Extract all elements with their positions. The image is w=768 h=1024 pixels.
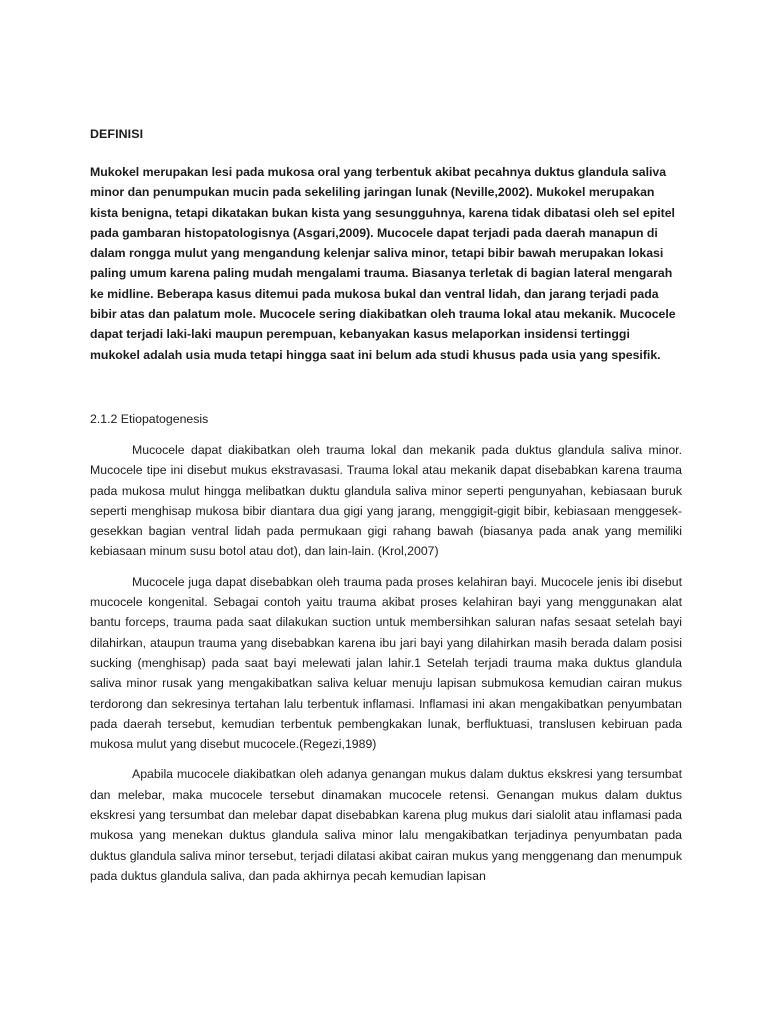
etiopatogenesis-paragraph-3: Apabila mucocele diakibatkan oleh adanya genangan mukus dalam duktus ekskresi yang tersumbat dan melebar, maka mucocele tersebut dinamakan mucocele retensi. Genangan mukus dalam duktus ekskresi yang tersumbat dan melebar dapat disebabkan karena plug mukus dari sialolit atau inflamasi pada mukosa yang menekan duktus glandula saliva minor lalu mengakibatkan terjadinya penyumbatan pada duktus glandula saliva minor tersebut, terjadi dilatasi akibat cairan mukus yang menggenang dan menumpuk pada duktus glandula saliva, dan pada akhirnya pecah kemudian lapisan [90, 767, 682, 883]
etiopatogenesis-paragraph-2: Mucocele juga dapat disebabkan oleh trauma pada proses kelahiran bayi. Mucocele jenis ibi disebut mucocele kongenital. Sebagai contoh yaitu trauma akibat proses kelahiran bayi yang menggunakan alat bantu forceps, trauma pada saat dilakukan suction untuk membersihkan saluran nafas sesaat setelah bayi dilahirkan, ataupun trauma yang disebabkan karena ibu jari bayi yang dilahirkan masih berada dalam posisi sucking (menghisap) pada saat bayi melewati jalan lahir.1 Setelah terjadi trauma maka duktus glandula saliva minor rusak yang mengakibatkan saliva keluar menuju lapisan submukosa kemudian cairan mukus terdorong dan sekresinya tertahan lalu terbentuk inflamasi. Inflamasi ini akan mengakibatkan penyumbatan pada daerah tersebut, kemudian terbentuk pembengkakan lunak, berfluktuasi, translusen kebiruan pada mukosa mulut yang disebut mucocele.(Regezi,1989) [90, 574, 682, 752]
etiopatogenesis-paragraph-1: Mucocele dapat diakibatkan oleh trauma lokal dan mekanik pada duktus glandula saliva minor. Mucocele tipe ini disebut mukus ekstravasasi. Trauma lokal atau mekanik dapat disebabkan karena trauma pada mukosa mulut hingga melibatkan duktu glandula saliva minor seperti pengunyahan, kebiasaan buruk seperti menghisap mukosa bibir diantara dua gigi yang jarang, menggigit-gigit bibir, kebiasaan menggesek-gesekkan bagian ventral lidah pada permukaan gigi rahang bawah (biasanya pada anak yang memiliki kebiasaan minum susu botol atau dot), dan lain-lain. (Krol,2007) [90, 442, 682, 559]
section-spacer [90, 365, 682, 409]
heading-spacer [90, 429, 682, 440]
paragraph-spacer [90, 562, 682, 572]
paragraph-spacer [90, 754, 682, 764]
etiopatogenesis-heading: 2.1.2 Etiopatogenesis [90, 411, 209, 426]
definisi-paragraph: Mukokel merupakan lesi pada mukosa oral yang terbentuk akibat pecahnya duktus glandula saliva minor dan penumpukan mucin pada sekeliling jaringan lunak (Neville,2002). Mukokel merupakan kista benigna, tetapi dikatakan bukan kista yang sesungguhnya, karena tidak dibatasi oleh sel epitel pada gambaran histopatologisnya (Asgari,2009). Mucocele dapat terjadi pada daerah manapun di dalam rongga mulut yang mengandung kelenjar saliva minor, tetapi bibir bawah merupakan lokasi paling umum karena paling mudah mengalami trauma. Biasanya terletak di bagian lateral mengarah ke midline. Beberapa kasus ditemui pada mukosa bukal dan ventral lidah, dan jarang terjadi pada bibir atas dan palatum mole. Mucocele sering diakibatkan oleh trauma lokal atau mekanik. Mucocele dapat terjadi laki-laki maupun perempuan, kebanyakan kasus melaporkan insidensi tertinggi mukokel adalah usia muda tetapi hingga saat ini belum ada studi khusus pada usia yang spesifik. [90, 165, 676, 362]
definisi-heading: DEFINISI [90, 127, 144, 141]
document-body [90, 124, 682, 886]
